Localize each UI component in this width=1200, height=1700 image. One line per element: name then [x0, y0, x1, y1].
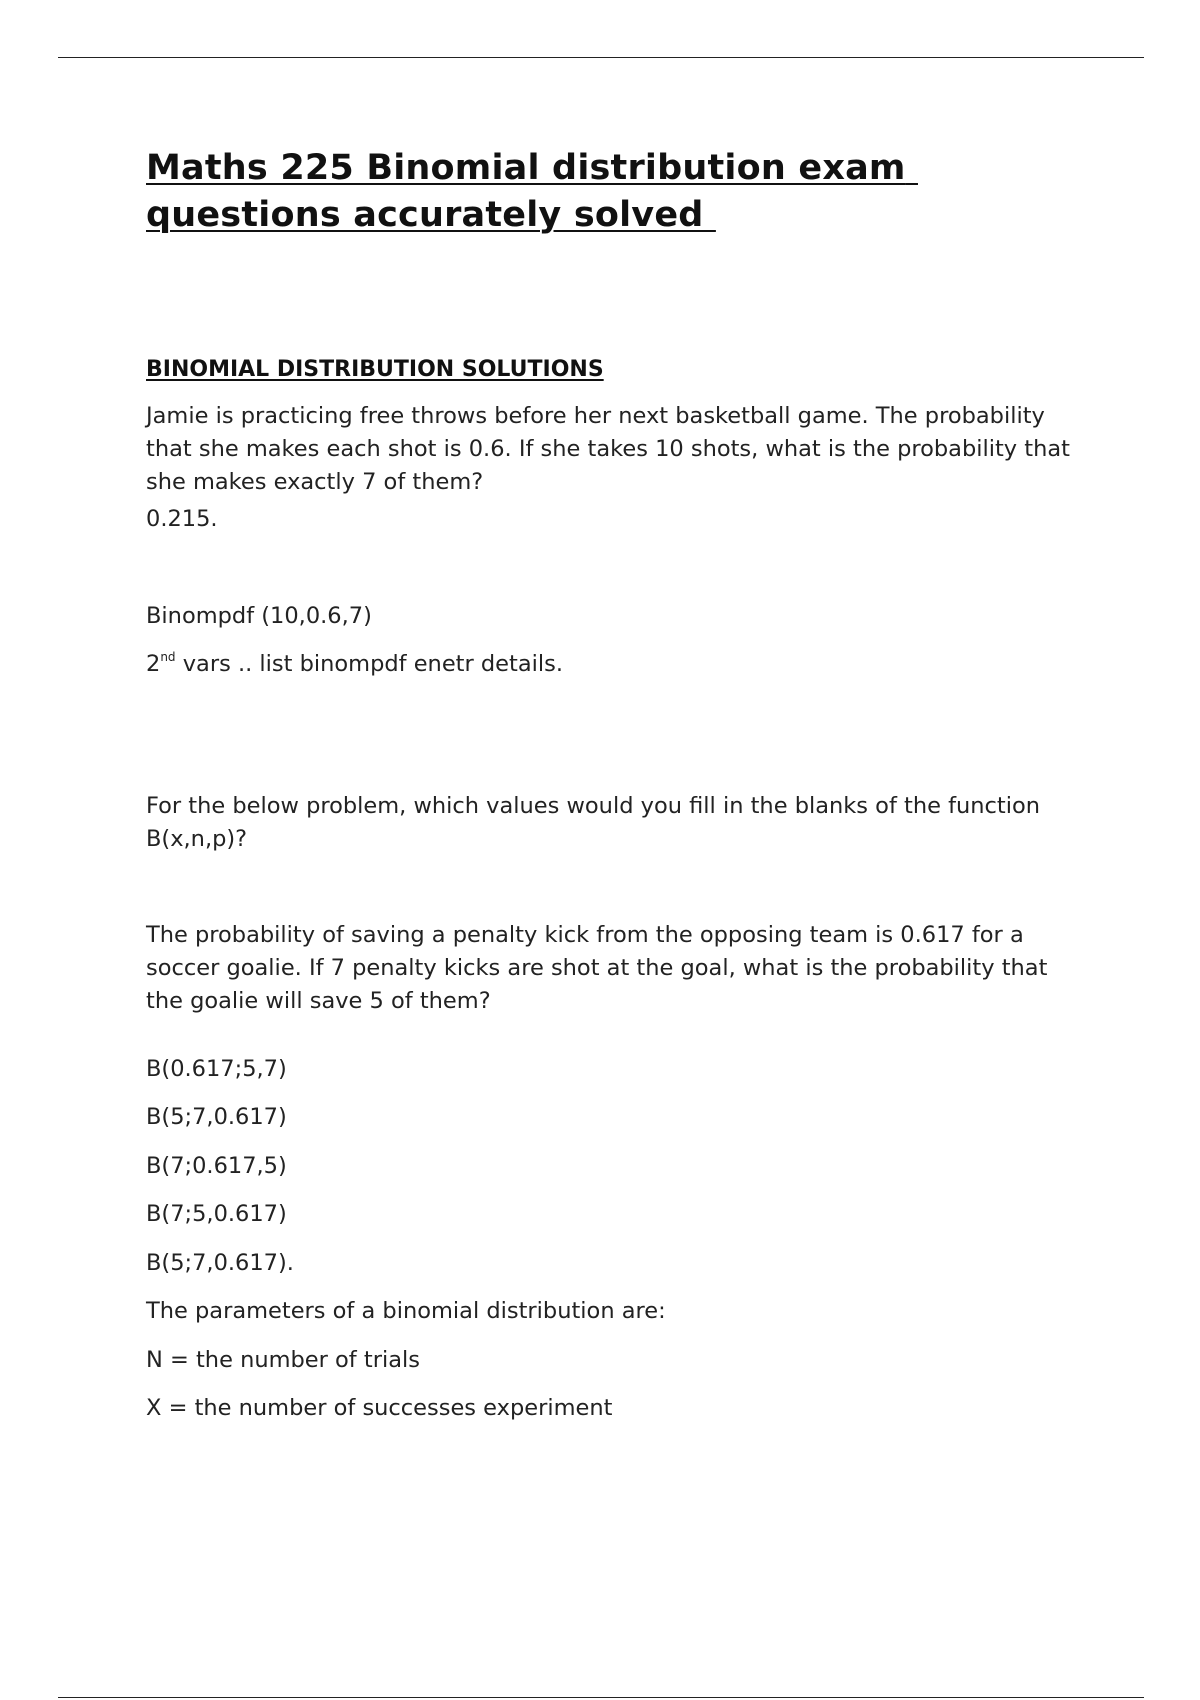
option-3: B(7;0.617,5) [146, 1153, 287, 1179]
instruction-rest: vars .. list binompdf enetr details. [175, 651, 563, 677]
question-2-answer: B(5;7,0.617). [146, 1250, 294, 1276]
instruction-superscript: nd [160, 650, 176, 664]
document-body [146, 145, 1086, 1421]
option-4: B(7;5,0.617) [146, 1201, 287, 1227]
instruction-ordinal: 2 [146, 651, 161, 677]
question-2-text: The probability of saving a penalty kick from the opposing team is 0.617 for a soccer goalie. If 7 penalty kicks are shot at the goal, what is the probability that the goalie will save 5 of them? [146, 922, 1048, 1014]
explanation-line-1: N = the number of trials [146, 1347, 420, 1373]
option-2: B(5;7,0.617) [146, 1104, 287, 1130]
explanation-line-2: X = the number of successes experiment [146, 1395, 613, 1421]
question-1-text: Jamie is practicing free throws before her next basketball game. The probability that she makes each shot is 0.6. If she takes 10 shots, what is the probability that she makes exactly 7 of them? [146, 403, 1070, 495]
calculator-command: Binompdf (10,0.6,7) [146, 603, 372, 629]
question-1-answer: 0.215. [146, 506, 218, 532]
calculator-instruction [146, 648, 1086, 684]
option-1: B(0.617;5,7) [146, 1056, 287, 1082]
top-rule [58, 57, 1144, 58]
bottom-rule [58, 1697, 1144, 1698]
section-heading: BINOMIAL DISTRIBUTION SOLUTIONS [146, 357, 604, 382]
explanation-intro: The parameters of a binomial distribution are: [146, 1298, 666, 1324]
document-title: Maths 225 Binomial distribution exam questions accurately solved [146, 148, 918, 235]
question-2-prompt: For the below problem, which values would you fill in the blanks of the function B(x,n,p)? [146, 793, 1041, 852]
